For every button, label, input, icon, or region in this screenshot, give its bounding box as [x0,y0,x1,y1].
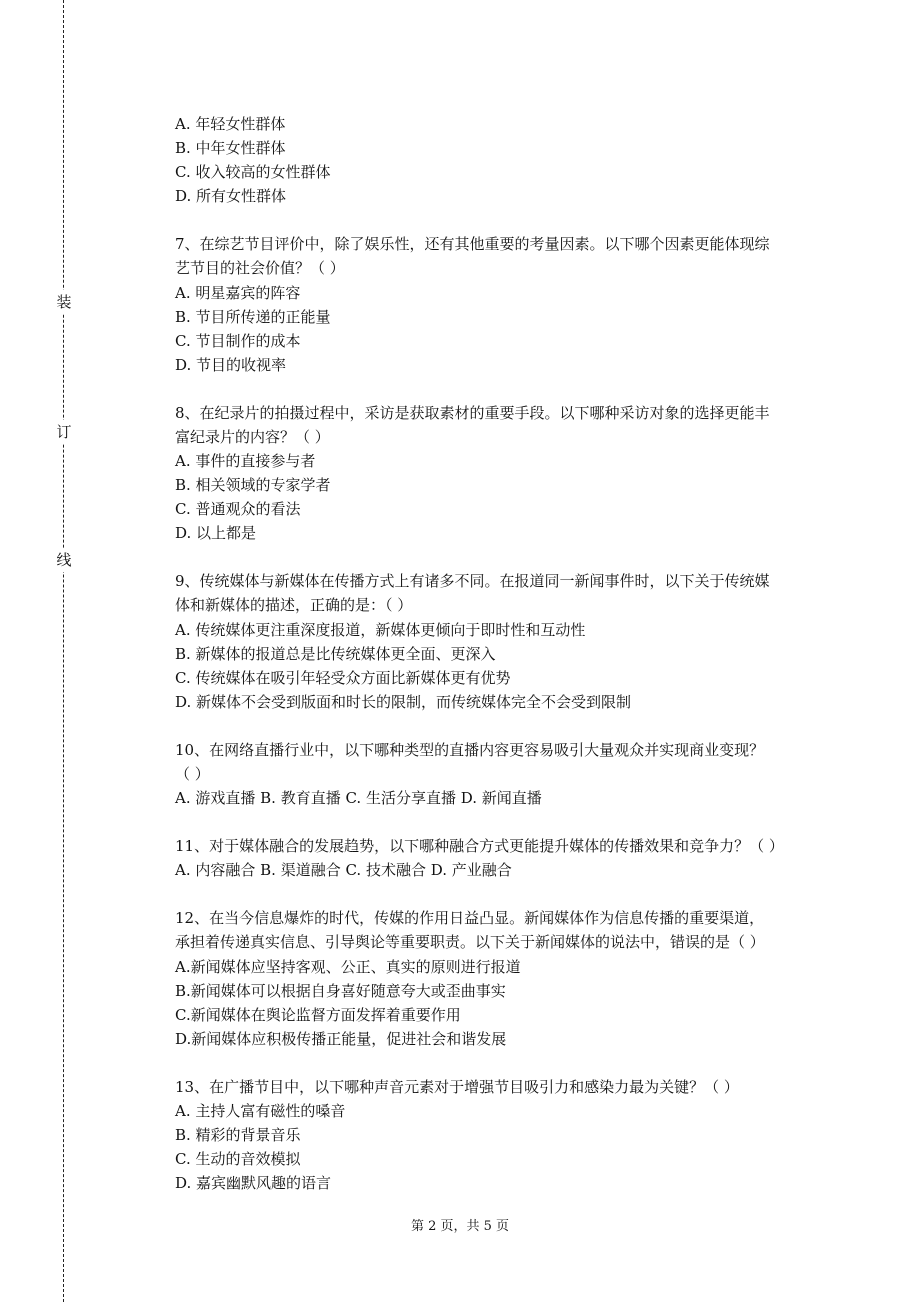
q9-option-a: A. 传统媒体更注重深度报道，新媒体更倾向于即时性和互动性 [175,621,586,639]
q10-stem-line1: 10、在网络直播行业中，以下哪种类型的直播内容更容易吸引大量观众并实现商业变现？ [175,741,765,759]
q7-option-a: A. 明星嘉宾的阵容 [175,284,301,302]
q9-stem-line1: 9、传统媒体与新媒体在传播方式上有诸多不同。在报道同一新闻事件时，以下关于传统媒 [175,572,770,590]
q7-option-b: B. 节目所传递的正能量 [175,308,331,326]
binding-dashed-line [63,0,64,1302]
page-number: 第 2 页，共 5 页 [410,1219,510,1234]
q11-stem-line1: 11、对于媒体融合的发展趋势，以下哪种融合方式更能提升媒体的传播效果和竞争力？（ ） [175,837,784,855]
binding-mark-ding: 订 [55,420,73,444]
binding-mark-xian: 线 [55,548,73,572]
q13-stem-line1: 13、在广播节目中，以下哪种声音元素对于增强节目吸引力和感染力最为关键？（ ） [175,1078,739,1096]
q12-option-c: C.新闻媒体在舆论监督方面发挥着重要作用 [175,1006,461,1024]
q6-option-a: A. 年轻女性群体 [175,115,286,133]
q7-option-c: C. 节目制作的成本 [175,332,301,350]
q8-option-b: B. 相关领域的专家学者 [175,476,331,494]
q7-stem-line1: 7、在综艺节目评价中，除了娱乐性，还有其他重要的考量因素。以下哪个因素更能体现综 [175,235,770,253]
q13-option-b: B. 精彩的背景音乐 [175,1126,301,1144]
q10-stem-line2: （ ） [175,765,210,783]
q6-option-c: C. 收入较高的女性群体 [175,163,331,181]
q9-option-d: D. 新媒体不会受到版面和时长的限制，而传统媒体完全不会受到限制 [175,693,632,711]
q6-option-d: D. 所有女性群体 [175,187,287,205]
q7-stem-line2: 艺节目的社会价值？（ ） [175,259,345,277]
q13-option-a: A. 主持人富有磁性的嗓音 [175,1102,346,1120]
q11-options: A. 内容融合 B. 渠道融合 C. 技术融合 D. 产业融合 [175,861,512,879]
q9-stem-line2: 体和新媒体的描述，正确的是：（ ） [175,596,413,614]
q8-option-c: C. 普通观众的看法 [175,500,301,518]
q9-option-b: B. 新媒体的报道总是比传统媒体更全面、更深入 [175,645,496,663]
q8-stem-line2: 富纪录片的内容？（ ） [175,428,330,446]
q12-stem-line2: 承担着传递真实信息、引导舆论等重要职责。以下关于新闻媒体的说法中，错误的是（ ） [175,933,765,951]
q12-option-b: B.新闻媒体可以根据自身喜好随意夸大或歪曲事实 [175,982,506,1000]
q9-option-c: C. 传统媒体在吸引年轻受众方面比新媒体更有优势 [175,669,511,687]
q12-option-d: D.新闻媒体应积极传播正能量，促进社会和谐发展 [175,1030,507,1048]
q7-option-d: D. 节目的收视率 [175,356,287,374]
q12-option-a: A.新闻媒体应坚持客观、公正、真实的原则进行报道 [175,958,521,976]
q12-stem-line1: 12、在当今信息爆炸的时代，传媒的作用日益凸显。新闻媒体作为信息传播的重要渠道， [175,909,765,927]
q10-options: A. 游戏直播 B. 教育直播 C. 生活分享直播 D. 新闻直播 [175,789,542,807]
q6-option-b: B. 中年女性群体 [175,139,286,157]
q8-stem-line1: 8、在纪录片的拍摄过程中，采访是获取素材的重要手段。以下哪种采访对象的选择更能丰 [175,404,770,422]
binding-mark-zhuang: 装 [55,290,73,314]
q8-option-a: A. 事件的直接参与者 [175,452,316,470]
q13-option-c: C. 生动的音效模拟 [175,1150,301,1168]
q13-option-d: D. 嘉宾幽默风趣的语言 [175,1174,332,1192]
q8-option-d: D. 以上都是 [175,524,257,542]
